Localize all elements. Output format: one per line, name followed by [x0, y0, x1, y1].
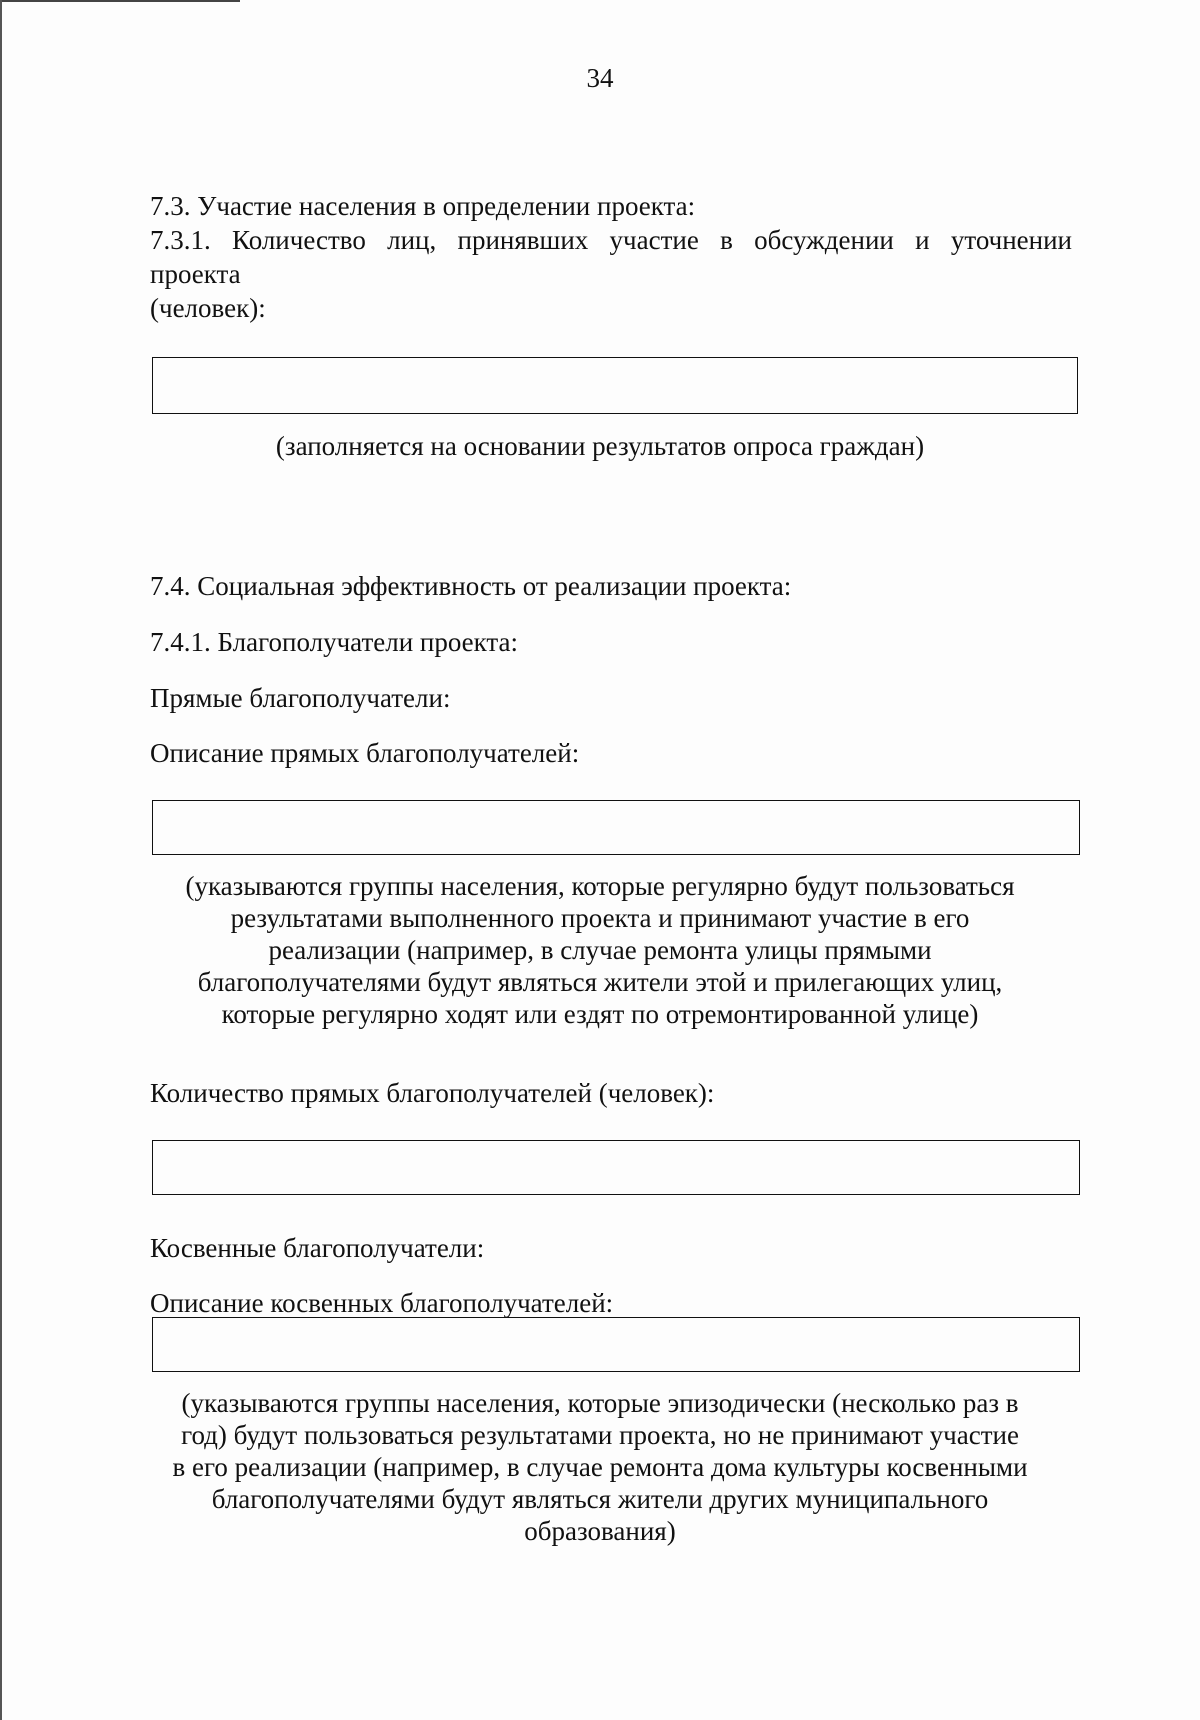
- indirect-note-line: в его реализации (например, в случае ремонта дома культуры косвенными: [172, 1452, 1028, 1482]
- participants-field-note: (заполняется на основании результатов опроса граждан): [275, 431, 925, 461]
- item-7-3-1-line1: 7.3.1. Количество лиц, принявших участие в обсуждении и уточнении: [150, 225, 1072, 255]
- direct-note-line: результатами выполненного проекта и принимают участие в его: [230, 903, 970, 933]
- direct-note-line: которые регулярно ходят или ездят по отремонтированной улице): [221, 999, 979, 1029]
- direct-beneficiaries-label: Прямые благополучатели:: [150, 683, 451, 713]
- direct-description-label: Описание прямых благополучателей:: [150, 738, 580, 768]
- direct-description-field[interactable]: [152, 800, 1080, 855]
- indirect-description-label: Описание косвенных благополучателей:: [150, 1288, 614, 1318]
- indirect-note-line: год) будут пользоваться результатами проекта, но не принимают участие: [181, 1420, 1019, 1450]
- scan-edge-left: [0, 0, 2, 1720]
- item-7-4-1: 7.4.1. Благополучатели проекта:: [150, 627, 519, 657]
- direct-note-line: реализации (например, в случае ремонта улицы прямыми: [268, 935, 932, 965]
- direct-note-line: благополучателями будут являться жители этой и прилегающих улиц,: [197, 967, 1003, 997]
- section-7-3-heading: 7.3. Участие населения в определении проекта:: [150, 191, 696, 221]
- direct-count-field[interactable]: [152, 1140, 1080, 1195]
- direct-count-label: Количество прямых благополучателей (человек):: [150, 1078, 715, 1108]
- indirect-note-line: (указываются группы населения, которые эпизодически (несколько раз в: [181, 1388, 1019, 1418]
- indirect-note-line: благополучателями будут являться жители других муниципального: [211, 1484, 989, 1514]
- indirect-description-field[interactable]: [152, 1317, 1080, 1372]
- scan-edge-top: [0, 0, 240, 2]
- indirect-note-line: образования): [524, 1516, 676, 1546]
- participants-count-field[interactable]: [152, 357, 1078, 414]
- item-7-3-1-line3: (человек):: [150, 293, 266, 323]
- section-7-4-heading: 7.4. Социальная эффективность от реализации проекта:: [150, 571, 792, 601]
- direct-note-line: (указываются группы населения, которые регулярно будут пользоваться: [185, 871, 1015, 901]
- indirect-beneficiaries-label: Косвенные благополучатели:: [150, 1233, 485, 1263]
- page-number: 34: [586, 63, 614, 93]
- direct-description-note: [150, 870, 1050, 1030]
- item-7-3-1-line2: проекта: [150, 259, 241, 289]
- indirect-description-note: [150, 1387, 1050, 1547]
